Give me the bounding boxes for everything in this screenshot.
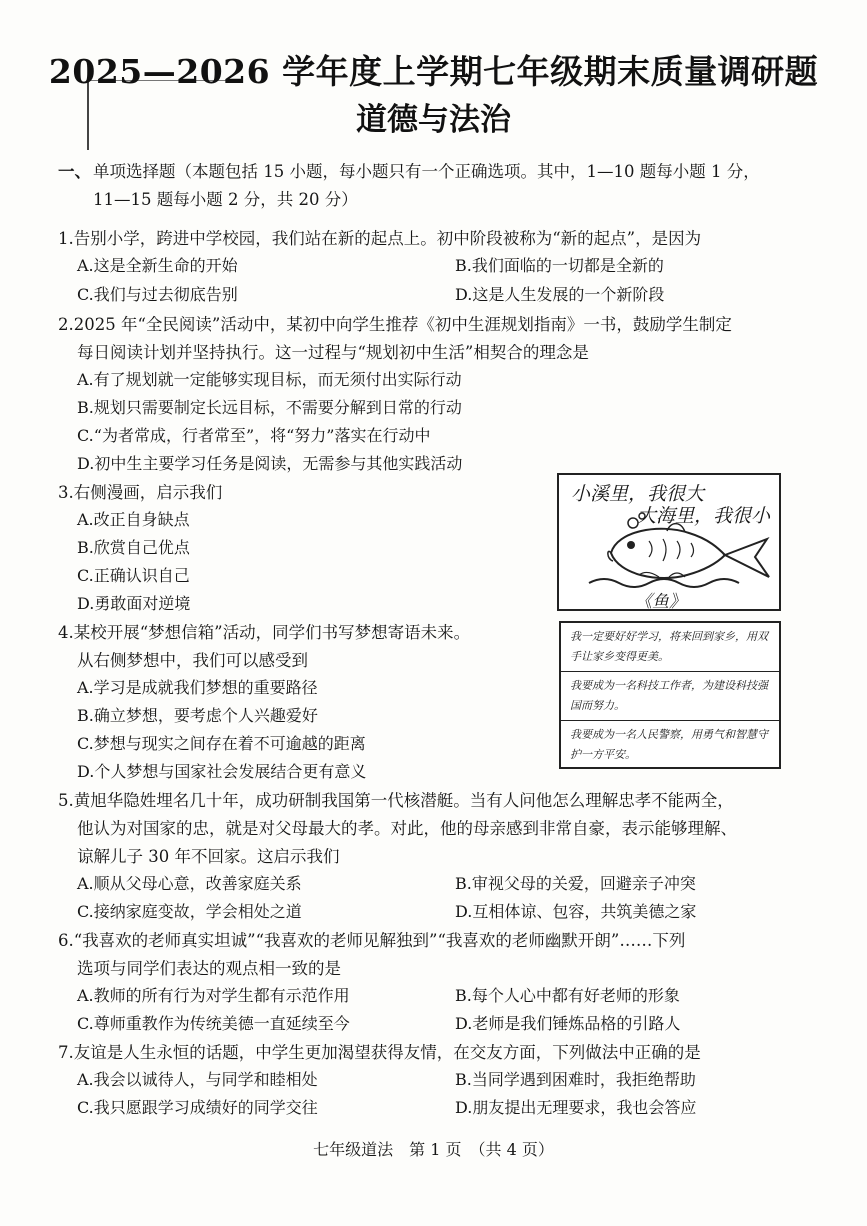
question-stem: 2.2025 年“全民阅读”活动中，某初中向学生推荐《初中生涯规划指南》一书，鼓励学生制定 — [58, 315, 732, 334]
option-d: D.勇敢面对逆境 — [77, 594, 191, 613]
option-c: C.正确认识自己 — [77, 566, 190, 585]
question-stem: 4.某校开展“梦想信箱”活动，同学们书写梦想寄语未来。 — [58, 623, 471, 642]
option-b: B.欣赏自己优点 — [77, 538, 190, 557]
question-stem: 6.“我喜欢的老师真实坦诚”“我喜欢的老师见解独到”“我喜欢的老师幽默开朗”……下列 — [58, 931, 686, 950]
question-stem: 7.友谊是人生永恒的话题，中学生更加渴望获得友情，在交友方面，下列做法中正确的是 — [58, 1043, 701, 1062]
option-d: D.这是人生发展的一个新阶段 — [455, 285, 665, 304]
option-c: C.接纳家庭变故，学会相处之道 — [77, 902, 302, 921]
option-d: D.互相体谅、包容，共筑美德之家 — [455, 902, 697, 921]
option-c: C.“为者常成，行者常至”，将“努力”落实在行动中 — [77, 426, 431, 445]
section-number: 一、 — [58, 162, 91, 181]
cartoon-caption: 《鱼》 — [635, 592, 686, 612]
question-stem: 选项与同学们表达的观点相一致的是 — [77, 959, 341, 978]
question-stem: 每日阅读计划并坚持执行。这一过程与“规划初中生活”相契合的理念是 — [77, 343, 589, 362]
option-a: A.顺从父母心意，改善家庭关系 — [77, 874, 302, 893]
option-b: B.当同学遇到困难时，我拒绝帮助 — [455, 1070, 696, 1089]
option-b: B.规划只需要制定长远目标，不需要分解到日常的行动 — [77, 398, 462, 417]
option-d: D.老师是我们锤炼品格的引路人 — [455, 1014, 681, 1033]
option-d: D.个人梦想与国家社会发展结合更有意义 — [77, 762, 367, 781]
option-b: B.确立梦想，要考虑个人兴趣爱好 — [77, 706, 318, 725]
option-a: A.改正自身缺点 — [77, 510, 190, 529]
cartoon-text-line1: 小溪里，我很大 — [571, 483, 705, 505]
question-stem: 3.右侧漫画，启示我们 — [58, 483, 223, 502]
option-c: C.梦想与现实之间存在着不可逾越的距离 — [77, 734, 366, 753]
dream-entry: 我要成为一名科技工作者，为建设科技强国而努力。 — [561, 672, 779, 721]
fish-cartoon — [557, 473, 781, 611]
option-a: A.我会以诚待人，与同学和睦相处 — [77, 1070, 318, 1089]
exam-title: 2025—2026 学年度上学期七年级期末质量调研题 — [48, 52, 819, 91]
option-c: C.尊师重教作为传统美德一直延续至今 — [77, 1014, 350, 1033]
option-c: C.我只愿跟学习成绩好的同学交往 — [77, 1098, 318, 1117]
dream-entry: 我一定要好好学习，将来回到家乡，用双手让家乡变得更美。 — [561, 623, 779, 672]
section-instructions-line2: 11—15 题每小题 2 分，共 20 分） — [93, 190, 358, 209]
option-d: D.初中生主要学习任务是阅读，无需参与其他实践活动 — [77, 454, 463, 473]
question-stem: 1.告别小学，跨进中学校园，我们站在新的起点上。初中阶段被称为“新的起点”，是因为 — [58, 229, 702, 248]
question-stem: 5.黄旭华隐姓埋名几十年，成功研制我国第一代核潜艇。当有人问他怎么理解忠孝不能两全， — [58, 791, 734, 810]
cartoon-text-line2: 大海里，我很小 — [637, 505, 771, 527]
option-b: B.我们面临的一切都是全新的 — [455, 256, 664, 275]
dream-table — [559, 621, 781, 769]
option-c: C.我们与过去彻底告别 — [77, 285, 238, 304]
option-a: A.学习是成就我们梦想的重要路径 — [77, 678, 318, 697]
question-stem: 他认为对国家的忠，就是对父母最大的孝。对此，他的母亲感到非常自豪，表示能够理解、 — [77, 819, 737, 838]
option-b: B.每个人心中都有好老师的形象 — [455, 986, 680, 1005]
question-stem: 谅解儿子 30 年不回家。这启示我们 — [77, 847, 340, 866]
question-stem: 从右侧梦想中，我们可以感受到 — [77, 651, 308, 670]
dream-entry: 我要成为一名人民警察，用勇气和智慧守护一方平安。 — [570, 728, 768, 761]
page-footer: 七年级道法 第 1 页 （共 4 页） — [313, 1140, 554, 1159]
option-a: A.有了规划就一定能够实现目标，而无须付出实际行动 — [77, 370, 462, 389]
subject-title: 道德与法治 — [356, 102, 511, 138]
option-b: B.审视父母的关爱，回避亲子冲突 — [455, 874, 696, 893]
option-a: A.这是全新生命的开始 — [77, 256, 238, 275]
option-d: D.朋友提出无理要求，我也会答应 — [455, 1098, 697, 1117]
option-a: A.教师的所有行为对学生都有示范作用 — [77, 986, 350, 1005]
section-instructions-line1: 单项选择题（本题包括 15 小题，每小题只有一个正确选项。其中，1—10 题每小题 1 分， — [93, 162, 760, 181]
